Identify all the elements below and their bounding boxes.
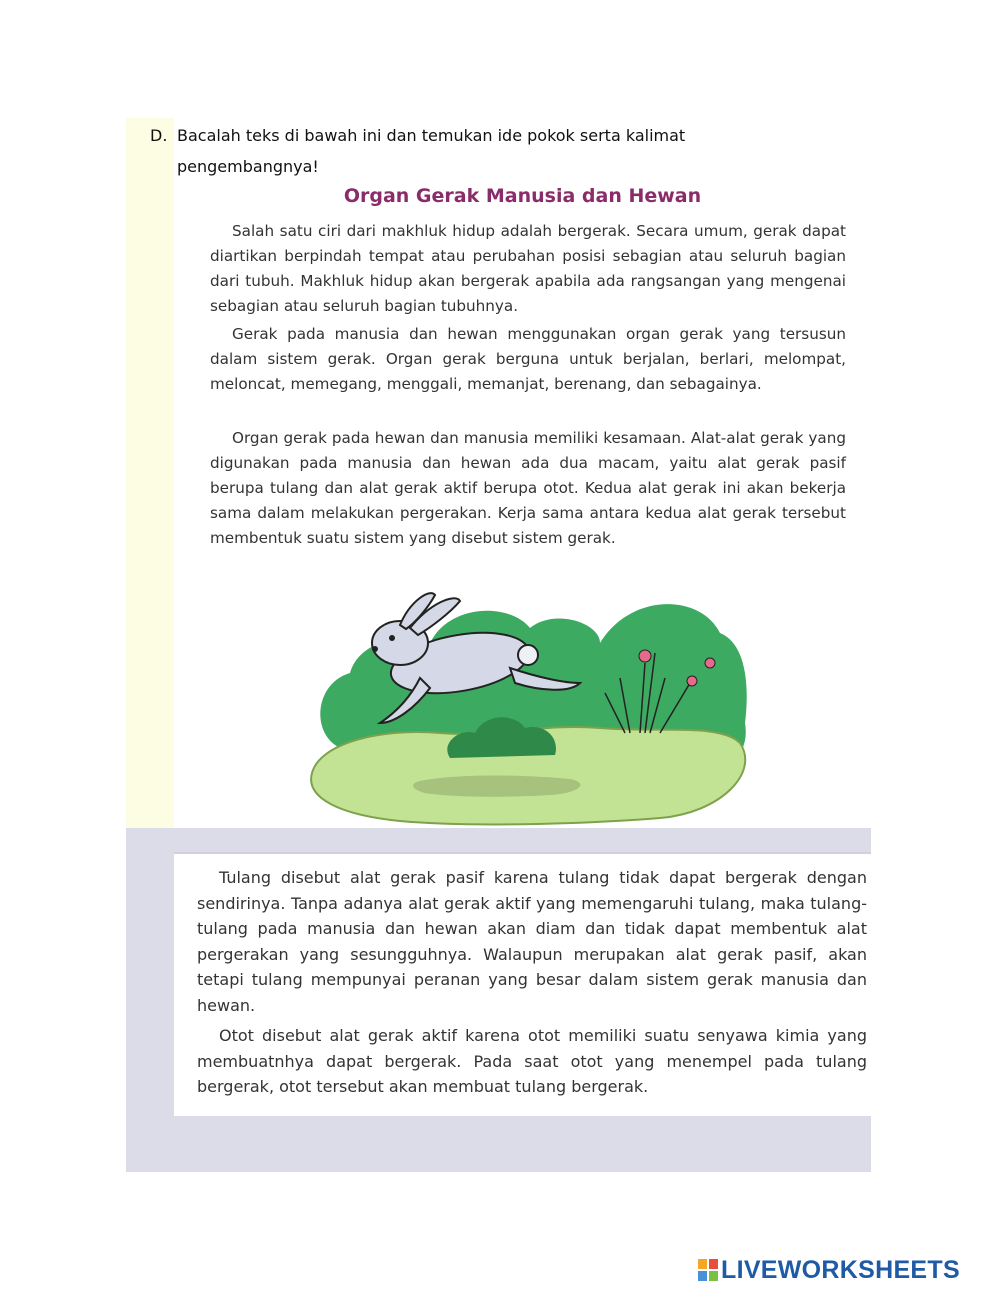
instruction-marker: D. xyxy=(150,126,168,145)
instruction-line-1: Bacalah teks di bawah ini dan temukan ide pokok serta kalimat xyxy=(177,126,686,145)
paragraph-5: Otot disebut alat gerak aktif karena otot memiliki suatu senyawa kimia yang membuatnhya dapat bergerak. Pada saat otot yang menempel pada tulang bergerak, otot tersebut akan membuat tulang bergerak. xyxy=(197,1026,867,1096)
liveworksheets-logo xyxy=(698,1256,960,1284)
article-title: Organ Gerak Manusia dan Hewan xyxy=(343,185,702,207)
logo-text: LIVEWORKSHEETS xyxy=(721,1255,960,1284)
rabbit-jumping-illustration xyxy=(300,583,755,828)
paragraph-3: Organ gerak pada hewan dan manusia memiliki kesamaan. Alat-alat gerak yang digunakan pada manusia dan hewan ada dua macam, yaitu alat gerak pasif berupa tulang dan alat gerak aktif berupa otot. Kedua alat gerak ini akan bekerja sama dalam melakukan pergerakan. Kerja sama antara kedua alat gerak tersebut membentuk suatu sistem yang disebut sistem gerak. xyxy=(210,429,846,547)
instruction xyxy=(150,120,850,182)
paragraph-2: Gerak pada manusia dan hewan menggunakan organ gerak yang tersusun dalam sistem gerak. Organ gerak berguna untuk berjalan, berlari, melompat, meloncat, memegang, menggali, memanjat, berenang, dan sebagainya. xyxy=(210,325,846,393)
logo-blocks-icon xyxy=(698,1259,718,1281)
paragraph-1: Salah satu ciri dari makhluk hidup adalah bergerak. Secara umum, gerak dapat diartikan berpindah tempat atau perubahan posisi sebagian atau seluruh bagian dari tubuh. Makhluk hidup akan bergerak apabila ada rangsangan yang mengenai sebagian atau seluruh bagian tubuhnya. xyxy=(210,222,846,315)
paragraph-4: Tulang disebut alat gerak pasif karena tulang tidak dapat bergerak dengan sendirinya. Tanpa adanya alat gerak aktif yang memengaruhi tulang, maka tulang-tulang pada manusia dan hewan akan diam dan tidak dapat membentuk alat pergerakan yang sesungguhnya. Walaupun merupakan alat gerak pasif, akan tetapi tulang mempunyai peranan yang besar dalam sistem gerak manusia dan hewan. xyxy=(197,868,867,1015)
instruction-line-2: pengembangnya! xyxy=(177,157,319,176)
yellow-margin-strip xyxy=(126,118,174,828)
